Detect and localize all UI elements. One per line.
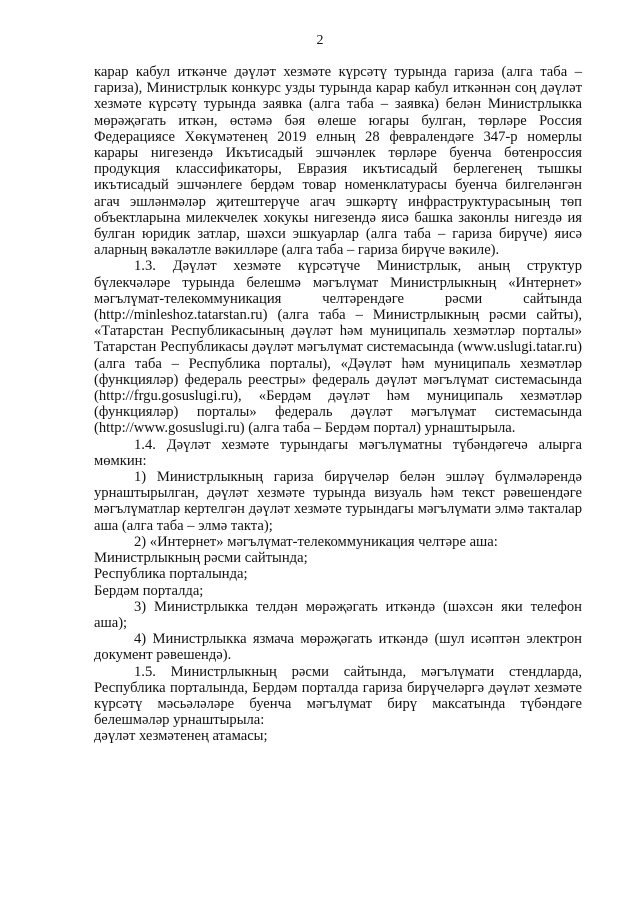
list-subitem-service-name: дәүләт хезмәтенең атамасы;	[94, 728, 268, 745]
paragraph-1-3-info-placement: 1.3. Дәүләт хезмәте күрсәтүче Министрлык, аның структур бүлекчәләре турында белешмә мәгълүмат Министрлыкның «Интернет» мәгълүмат-телекоммуникация челтәрендәге рәсми сайтында (http://minleshoz.tatarstan.ru) (алга таба – Министрлыкның рәсми сайты), «Татарстан Республикасының дәүләт һәм муниципаль хезмәтләр порталы» Татарстан Республикасы дәүләт мәгълүмат системасында (www.uslugi.tatar.ru) (алга таба – Республика порталы), «Дәүләт һәм муниципаль хезмәтләр (функцияләр) федераль реестры» федераль дәүләт мәгълүмат системасында (http://frgu.gosuslugi.ru), «Бердәм дәүләт һәм муниципаль хезмәтләр (функцияләр) порталы» федераль дәүләт мәгълүмат системасында (http://www.gosuslugi.ru) (алга таба – Бердәм портал) урнаштырыла.	[94, 258, 582, 437]
list-item-oral-request: 3) Министрлыкка телдән мөрәҗәгать иткәндә (шәхсән яки телефон аша);	[94, 598, 582, 631]
list-item-internet: 2) «Интернет» мәгълүмат-телекоммуникация челтәре аша:	[134, 533, 498, 550]
paragraph-1-4-info-ways: 1.4. Дәүләт хезмәте турындагы мәгълүматны түбәндәгечә алырга мөмкин:	[94, 436, 582, 469]
list-subitem-republic-portal: Республика порталында;	[94, 566, 248, 583]
list-subitem-ministry-site: Министрлыкның рәсми сайтында;	[94, 550, 308, 567]
paragraph-1-5-info-content: 1.5. Министрлыкның рәсми сайтында, мәгълүмати стендларда, Республика порталында, Бердәм порталда гариза бирүчеләргә дәүләт хезмәте күрсәтү мәсьәләләре буенча мәгълүмат бирү максатында түбәндәге белешмәләр урнаштырыла:	[94, 663, 582, 729]
page-number: 2	[316, 33, 324, 48]
list-item-info-boards: 1) Министрлыкның гариза бирүчеләр белән эшләү бүлмәләрендә урнаштырылган, дәүләт хезмәте турында визуаль һәм текст рәвешендәге мәгълүматлар кертелгән дәүләт хезмәте турындагы мәгълүмати элмә такталар аша (алга таба – элмә такта);	[94, 469, 582, 534]
list-subitem-unified-portal: Бердәм порталда;	[94, 582, 204, 599]
paragraph-applicants-definition: карар кабул иткәнче дәүләт хезмәте күрсәтү турында гариза (алга таба – гариза), Министрлык конкурс узды турында карар кабул иткәннән соң дәүләт хезмәте күрсәтү турында заявка (алга таба – заявка) белән Министрлыкка мөрәҗәгать иткән, өстәмә бәя өлеше югары булган, төрләре Россия Федерациясе Хөкүмәтенең 2019 елның 28 февралендәге 347-р номерлы карары нигезендә Икътисадый эшчәнлек төрләре буенча бөтенроссия продукция классификаторы, Евразия икътисадый берлегенең тышкы икътисадый эшчәнлеге бердәм товар номенклатурасы буенча билгеләнгән агач эшләнмәләр җитештерүче агач эшкәртү инфраструктурасының төп объектларына милекчелек хокукы нигезендә яисә башка законлы нигездә ия булган юридик затлар, шәхси эшкуарлар (алга таба – гариза бирүче) яисә аларның вәкаләтле вәкилләре (алга таба – гариза бирүче вәкиле).	[94, 64, 582, 259]
list-item-written-request: 4) Министрлыкка язмача мөрәҗәгать иткәндә (шул исәптән электрон документ рәвешендә).	[94, 631, 582, 664]
body-text	[94, 64, 582, 745]
